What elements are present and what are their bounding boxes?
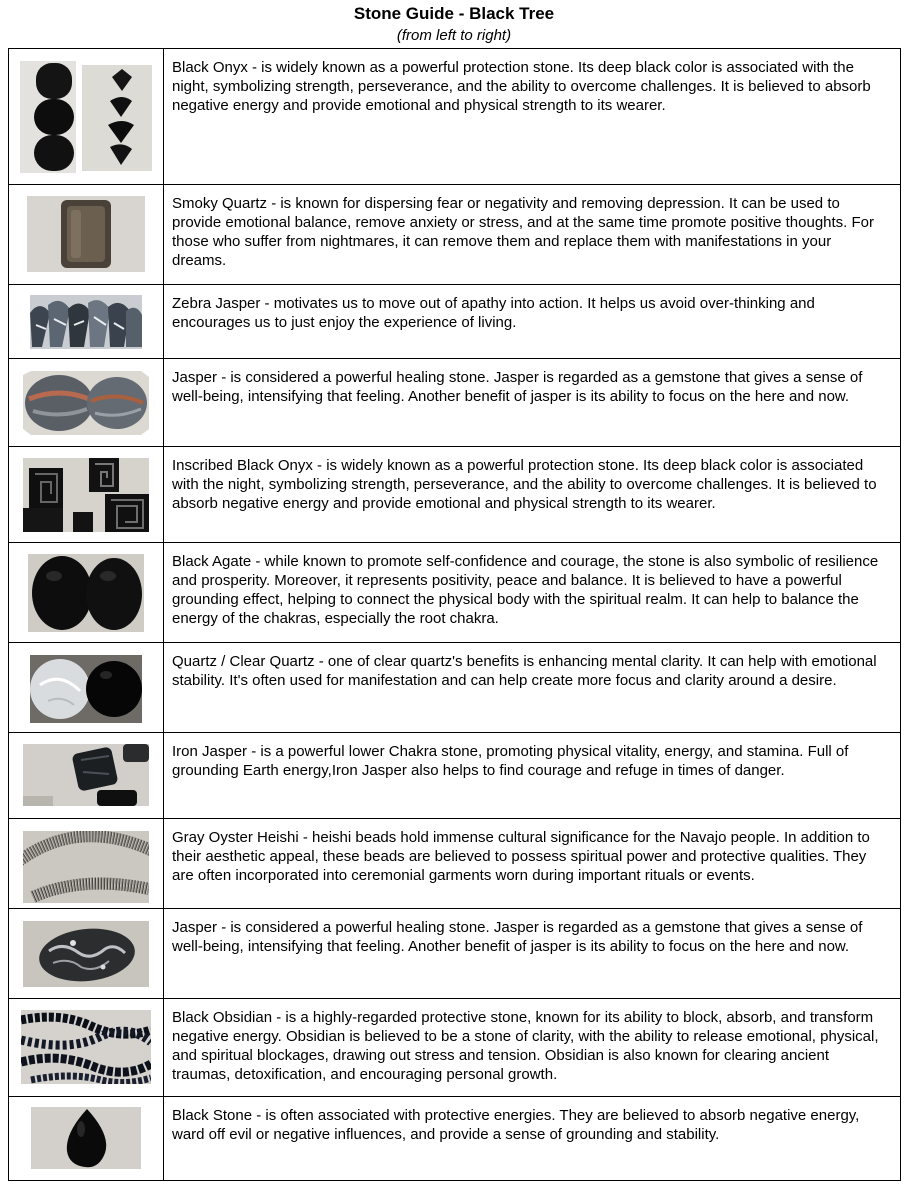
stone-description: Inscribed Black Onyx - is widely known as a powerful protection stone. Its deep black color is associated with the night, symbolizing strength, perseverance, and the ability to overcome challenges. It is believed to absorb negative energy and provide emotional and physical strength to its wearer. — [164, 447, 901, 543]
stone-image-cell — [9, 543, 164, 643]
table-row — [9, 999, 901, 1097]
smoky-quartz-photo — [27, 196, 145, 272]
stone-description: Smoky Quartz - is known for dispersing fear or negativity and removing depression. It can be used to provide emotional balance, remove anxiety or stress, and at the same time promote positive thoughts. For those who suffer from nightmares, it can remove them and replace them with manifestations in your dreams. — [164, 185, 901, 285]
stone-description: Black Obsidian - is a highly-regarded protective stone, known for its ability to block, absorb, and transform negative energy. Obsidian is believed to be a stone of clarity, with the ability to release emotional, physical, and spiritual blockages, drawing out stress and tension. Obsidian is also known for clearing ancient traumas, detoxification, and encouraging personal growth. — [164, 999, 901, 1097]
stone-image-cell — [9, 447, 164, 543]
table-row — [9, 285, 901, 359]
stone-guide-table — [8, 48, 901, 1181]
stone-image-cell — [9, 1097, 164, 1181]
black-obsidian-photo — [21, 1010, 151, 1084]
table-row — [9, 909, 901, 999]
iron-jasper-photo — [23, 744, 149, 806]
zebra-jasper-photo — [30, 295, 142, 349]
table-row — [9, 447, 901, 543]
stone-image-cell — [9, 909, 164, 999]
stone-description: Jasper - is considered a powerful healing stone. Jasper is regarded as a gemstone that gives a sense of well-being, intensifying that feeling. Another benefit of jasper is its ability to focus on the here and now. — [164, 359, 901, 447]
stone-description: Iron Jasper - is a powerful lower Chakra stone, promoting physical vitality, energy, and stamina. Full of grounding Earth energy,Iron Jasper also helps to find courage and refuge in times of danger. — [164, 733, 901, 819]
page-title: Stone Guide - Black Tree — [353, 4, 555, 23]
table-row — [9, 643, 901, 733]
stone-description: Quartz / Clear Quartz - one of clear quartz's benefits is enhancing mental clarity. It can help with emotional stability. It's often used for manifestation and can help create more focus and clarity around a desire. — [164, 643, 901, 733]
black-agate-photo — [28, 554, 144, 632]
stone-image-cell — [9, 999, 164, 1097]
jasper-photo — [23, 371, 149, 435]
stone-image-cell — [9, 819, 164, 909]
table-row — [9, 819, 901, 909]
stone-description: Black Onyx - is widely known as a powerful protection stone. Its deep black color is associated with the night, symbolizing strength, perseverance, and the ability to overcome challenges. It is believed to absorb negative energy and provide emotional and physical strength to its wearer. — [164, 49, 901, 185]
table-row — [9, 543, 901, 643]
jasper-photo — [23, 921, 149, 987]
stone-image-cell — [9, 359, 164, 447]
stone-description: Gray Oyster Heishi - heishi beads hold immense cultural significance for the Navajo people. In addition to their aesthetic appeal, these beads are believed to possess spiritual power and protective qualities. They are often incorporated into ceremonial garments worn during important rituals or events. — [164, 819, 901, 909]
table-row — [9, 49, 901, 185]
inscribed-black-onyx-photo — [23, 458, 149, 532]
stone-image-cell — [9, 643, 164, 733]
stone-description: Zebra Jasper - motivates us to move out of apathy into action. It helps us avoid over-thinking and encourages us to just enjoy the experience of living. — [164, 285, 901, 359]
clear-quartz-photo — [30, 655, 142, 723]
stone-description: Black Stone - is often associated with protective energies. They are believed to absorb negative energy, ward off evil or negative influences, and provide a sense of grounding and stability. — [164, 1097, 901, 1181]
stone-image-cell — [9, 733, 164, 819]
table-row — [9, 733, 901, 819]
stone-image-cell — [9, 49, 164, 185]
stone-description: Jasper - is considered a powerful healing stone. Jasper is regarded as a gemstone that gives a sense of well-being, intensifying that feeling. Another benefit of jasper is its ability to focus on the here and now. — [164, 909, 901, 999]
stone-image-cell — [9, 285, 164, 359]
table-row — [9, 359, 901, 447]
page-subtitle: (from left to right) — [396, 27, 512, 44]
black-stone-photo — [31, 1107, 141, 1169]
stone-description: Black Agate - while known to promote self-confidence and courage, the stone is also symbolic of resilience and prosperity. Moreover, it represents positivity, peace and balance. It is believed to have a powerful grounding effect, helping to connect the physical body with the spiritual realm. It can help to balance the energy of the chakras, especially the root chakra. — [164, 543, 901, 643]
gray-oyster-heishi-photo — [23, 831, 149, 903]
table-row — [9, 185, 901, 285]
table-row — [9, 1097, 901, 1181]
black-onyx-photo — [20, 61, 152, 173]
stone-image-cell — [9, 185, 164, 285]
